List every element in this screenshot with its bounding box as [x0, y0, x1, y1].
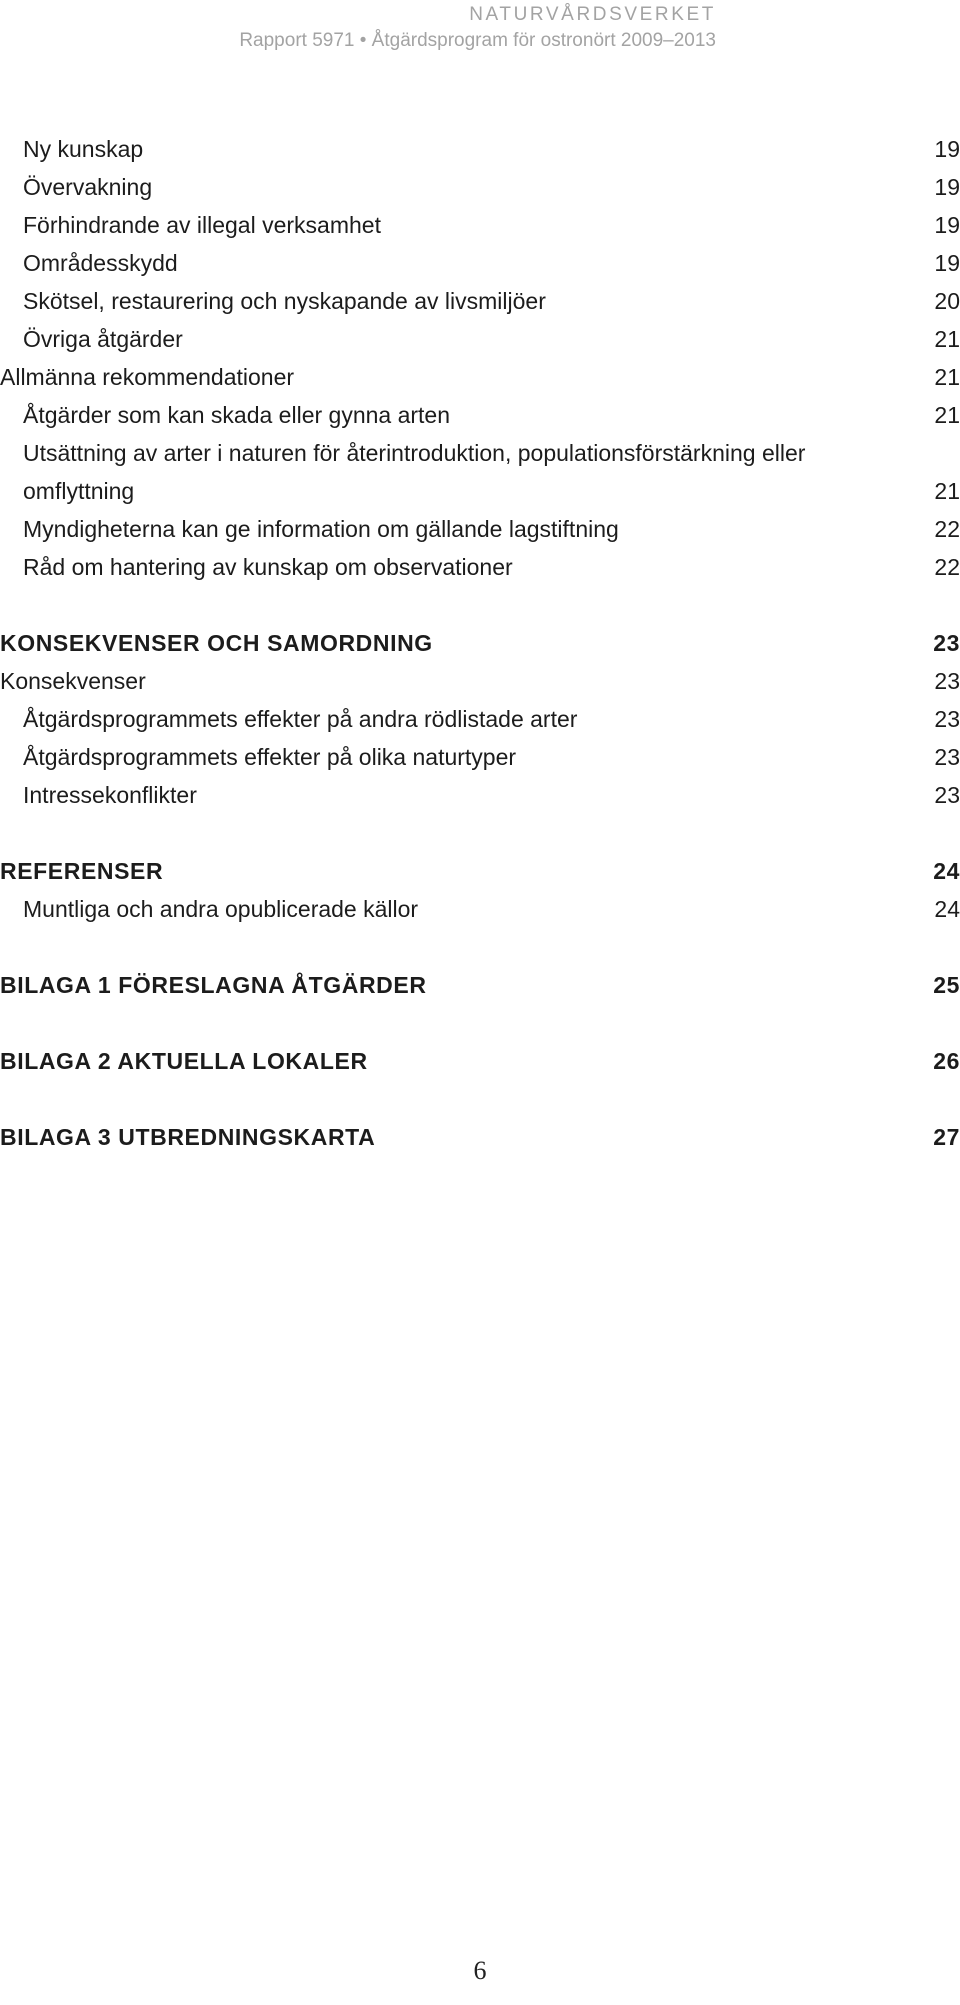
toc-entry-title: Konsekvenser [0, 668, 146, 694]
toc-entry-page: 25 [933, 972, 960, 998]
toc-section-bilaga-2 [0, 1042, 960, 1080]
toc-section-bilaga-3 [0, 1118, 960, 1156]
toc-section-heading[interactable] [0, 1118, 960, 1156]
toc-entry-page: 23 [934, 782, 960, 808]
page-header [239, 0, 716, 52]
toc-entry-title: BILAGA 3 UTBREDNINGSKARTA [0, 1124, 376, 1150]
toc-entry-title: Muntliga och andra opublicerade källor [23, 896, 419, 922]
toc-entry-page: 19 [934, 212, 960, 238]
toc-entry-page: 22 [934, 516, 960, 542]
toc-entry[interactable] [0, 776, 960, 814]
toc-entry-allmanna-rekommendationer[interactable] [0, 358, 960, 396]
toc-entry[interactable] [0, 700, 960, 738]
toc-entry[interactable] [0, 168, 960, 206]
toc-entry-utsattning[interactable] [0, 434, 960, 510]
report-subtitle: Rapport 5971 • Åtgärdsprogram för ostronört 2009–2013 [239, 29, 716, 51]
toc-entry-title: Åtgärdsprogrammets effekter på olika naturtyper [23, 744, 517, 770]
toc-entry[interactable] [0, 320, 960, 358]
toc-entry-title: BILAGA 1 FÖRESLAGNA ÅTGÄRDER [0, 972, 427, 998]
toc-entry-page: 22 [934, 554, 960, 580]
toc-entry[interactable] [0, 548, 960, 586]
toc-entry-page: 19 [934, 174, 960, 200]
toc-entry[interactable] [0, 890, 960, 928]
toc-entry-title: Intressekonflikter [23, 782, 197, 808]
toc-entry[interactable] [0, 244, 960, 282]
toc-entry-page: 23 [934, 744, 960, 770]
toc-entry-title: Myndigheterna kan ge information om gällande lagstiftning [23, 516, 619, 542]
toc-entry[interactable] [0, 662, 960, 700]
toc-entry-title: Åtgärdsprogrammets effekter på andra rödlistade arter [23, 706, 578, 732]
toc-entry-title: BILAGA 2 AKTUELLA LOKALER [0, 1048, 368, 1074]
toc-entry-page: 21 [934, 478, 960, 504]
toc-entry-title: Områdesskydd [23, 250, 178, 276]
toc-entry-title: Allmänna rekommendationer [0, 364, 295, 390]
organization-name: NATURVÅRDSVERKET [469, 4, 716, 25]
toc-section-heading[interactable] [0, 852, 960, 890]
toc-section-heading[interactable] [0, 1042, 960, 1080]
toc-entry-page: 21 [934, 402, 960, 428]
toc-entry-title: Råd om hantering av kunskap om observationer [23, 554, 513, 580]
toc-entry-title: KONSEKVENSER OCH SAMORDNING [0, 630, 433, 656]
toc-section-konsekvenser [0, 624, 960, 814]
toc-entry-page: 24 [933, 858, 960, 884]
toc-entry-page: 19 [934, 250, 960, 276]
toc-entry-page: 21 [934, 326, 960, 352]
toc-entry-title: Övriga åtgärder [23, 326, 183, 352]
toc-entry[interactable] [0, 130, 960, 168]
toc-entry-page: 23 [933, 630, 960, 656]
toc-section-heading[interactable] [0, 624, 960, 662]
toc-entry-title: Ny kunskap [23, 136, 144, 162]
table-of-contents [0, 130, 960, 1156]
toc-section-bilaga-1 [0, 966, 960, 1004]
toc-entry[interactable] [0, 738, 960, 776]
toc-entry-title: Övervakning [23, 174, 153, 200]
toc-entry-title: REFERENSER [0, 858, 164, 884]
toc-entry-page: 27 [933, 1124, 960, 1150]
toc-section-referenser [0, 852, 960, 928]
toc-entry[interactable] [0, 510, 960, 548]
toc-entry-title: Förhindrande av illegal verksamhet [23, 212, 381, 238]
toc-entry-title: Utsättning av arter i naturen för återintroduktion, populationsförstärkning eller omflyttning [23, 440, 806, 504]
toc-entry-page: 19 [934, 136, 960, 162]
toc-entry[interactable] [0, 396, 960, 434]
toc-entry-title: Skötsel, restaurering och nyskapande av livsmiljöer [23, 288, 546, 314]
toc-entry-page: 23 [934, 668, 960, 694]
toc-entry[interactable] [0, 206, 960, 244]
toc-entry-page: 21 [934, 364, 960, 390]
toc-entry-page: 23 [934, 706, 960, 732]
toc-entry[interactable] [0, 282, 960, 320]
toc-entry-page: 24 [934, 896, 960, 922]
toc-entry-page: 20 [934, 288, 960, 314]
toc-entry-page: 26 [933, 1048, 960, 1074]
toc-section-heading[interactable] [0, 966, 960, 1004]
page-number: 6 [473, 1956, 487, 1985]
toc-entry-title: Åtgärder som kan skada eller gynna arten [23, 402, 451, 428]
